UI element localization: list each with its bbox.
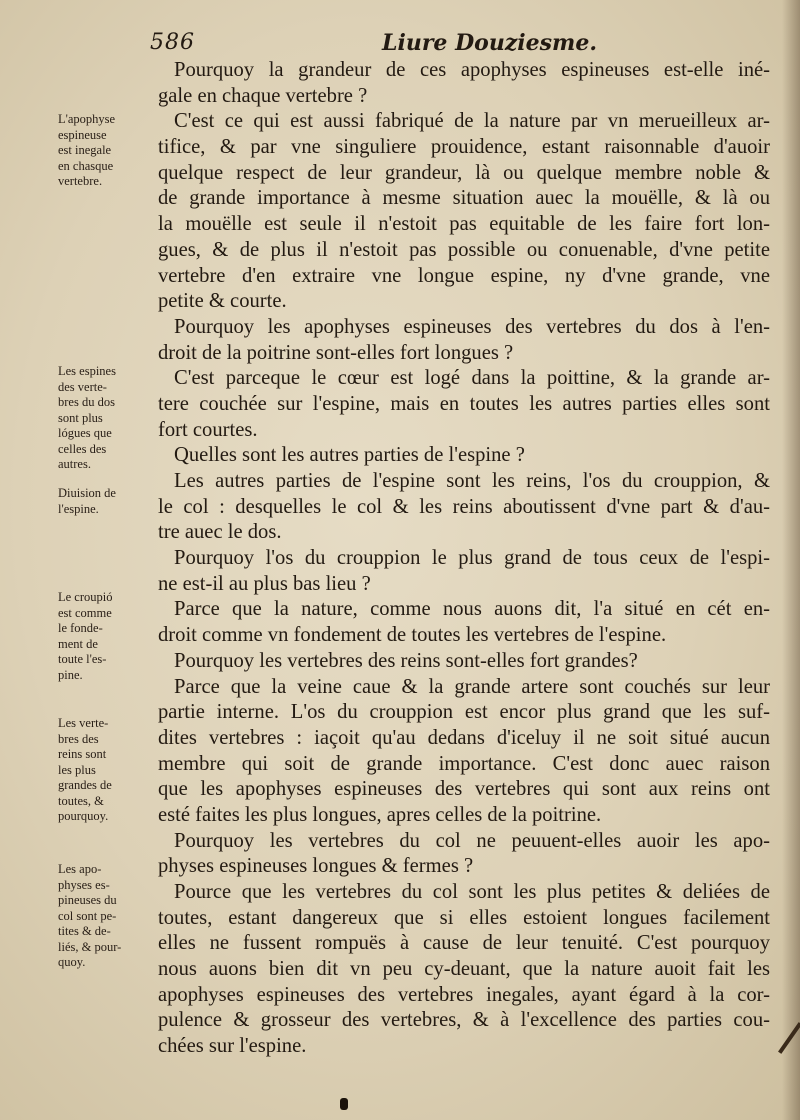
text-line: vertebre d'en extraire vne longue espine, ny d'vne grande, vne xyxy=(158,264,770,287)
margin-note-line: grandes de xyxy=(58,778,112,792)
text-line: Pourquoy les apophyses espineuses des vertebres du dos à l'en- xyxy=(174,315,770,338)
margin-note-line: L'apophyse xyxy=(58,112,116,126)
text-line: nous auons bien dit vn peu cy-deuant, que la nature auoit fait les xyxy=(158,958,770,981)
margin-note-line: en chasque xyxy=(58,158,114,173)
text-line: tere couchée sur l'espine, mais en toutes les autres parties elles sont xyxy=(158,392,770,415)
text-line: droit de la poitrine sont-elles fort longues ? xyxy=(158,341,514,364)
text-line: Pourquoy la grandeur de ces apophyses espineuses est-elle iné- xyxy=(174,59,770,81)
margin-note-line: Les verte- xyxy=(58,716,109,730)
text-line: quelque respect de leur grandeur, là ou quelque membre noble & xyxy=(158,161,770,184)
text-line: que les apophyses espineuses des vertebres qui sont aux reins ont xyxy=(158,778,770,801)
text-line: esté faites les plus longues, apres celles de la poitrine. xyxy=(158,803,602,826)
text-line: partie interne. L'os du crouppion est encor plus grand que les suf- xyxy=(158,701,770,724)
text-line: fort courtes. xyxy=(158,418,258,441)
margin-note-diuision xyxy=(58,486,152,517)
margin-note-line: pineuses du xyxy=(58,893,117,907)
margin-note-line: pine. xyxy=(58,667,83,682)
text-line: Parce que la veine caue & la grande artere sont couchés sur leur xyxy=(174,675,770,698)
text-line: le col : desquelles le col & les reins aboutissent d'vne part & d'au- xyxy=(158,495,770,518)
margin-note-line: est comme xyxy=(58,605,112,620)
margin-note-line: l'espine. xyxy=(58,501,99,516)
margin-note-line: Le croupió xyxy=(58,590,113,604)
main-text-column xyxy=(158,58,770,1060)
margin-note-line: Diuision de xyxy=(58,486,116,500)
margin-note-line: liés, & pour- xyxy=(58,939,122,954)
text-line: dites vertebres : iaçoit qu'au dedans d'iceluy il ne soit situé aucun xyxy=(158,726,770,749)
margin-note-line: des verte- xyxy=(58,379,107,394)
margin-note-line: lógues que xyxy=(58,426,112,440)
margin-note-line: quoy. xyxy=(58,955,86,969)
margin-note-line: reins sont xyxy=(58,747,107,761)
text-line: Pourquoy les vertebres du col ne peuuent-elles auoir les apo- xyxy=(174,829,770,852)
margin-note-line: est inegale xyxy=(58,143,112,157)
ink-blot xyxy=(340,1098,348,1110)
text-line: ne est-il au plus bas lieu ? xyxy=(158,572,371,595)
text-line: petite & courte. xyxy=(158,290,287,313)
text-line: physes espineuses longues & fermes ? xyxy=(158,855,474,878)
text-line: tre auec le dos. xyxy=(158,521,282,544)
margin-note-line: espineuse xyxy=(58,127,107,142)
text-line: Pourquoy les vertebres des reins sont-elles fort grandes? xyxy=(174,649,638,672)
margin-note-line: pourquoy. xyxy=(58,809,109,823)
margin-note-line: le fonde- xyxy=(58,621,103,635)
text-line: Parce que la nature, comme nous auons dit, l'a situé en cét en- xyxy=(174,598,770,621)
margin-note-line: col sont pe- xyxy=(58,908,117,923)
margin-note-line: vertebre. xyxy=(58,174,103,188)
margin-note-line: ment de xyxy=(58,636,98,651)
margin-note-espines-dos xyxy=(58,364,152,473)
margin-note-line: autres. xyxy=(58,457,91,471)
text-line: chées sur l'espine. xyxy=(158,1035,307,1058)
margin-note-line: toutes, & xyxy=(58,793,104,808)
margin-note-line: les plus xyxy=(58,762,96,777)
text-line: tifice, & par vne singuliere prouidence, estant raisonnable d'auoir xyxy=(158,136,770,159)
text-line: de grande importance à mesme situation auec la mouëlle, & là ou xyxy=(158,187,770,210)
text-line: C'est parceque le cœur est logé dans la poittine, & la grande ar- xyxy=(174,367,770,390)
text-line: droit comme vn fondement de toutes les vertebres de l'espine. xyxy=(158,624,667,647)
text-line: gues, & de plus il n'estoit pas possible ou conuenable, d'vne petite xyxy=(158,238,770,261)
text-line: toutes, estant dangereux que si elles estoient longues facilement xyxy=(158,906,770,929)
margin-note-crouppion xyxy=(58,590,152,683)
text-line: Les autres parties de l'espine sont les reins, l'os du crouppion, & xyxy=(174,470,770,492)
running-title: Liure Douziesme. xyxy=(382,30,597,56)
text-line: membre qui soit de grande importance. C'est donc auec raison xyxy=(158,752,770,775)
page-number: 586 xyxy=(150,30,195,55)
margin-note-col xyxy=(58,862,152,971)
text-line: gale en chaque vertebre ? xyxy=(158,84,368,107)
margin-note-line: celles des xyxy=(58,441,107,456)
text-line: elles ne fussent rompuës à cause de leur tenuité. C'est pourquoy xyxy=(158,932,770,955)
margin-note-line: bres des xyxy=(58,731,99,746)
margin-note-line: sont plus xyxy=(58,410,103,425)
text-line: Quelles sont les autres parties de l'espine ? xyxy=(174,444,525,467)
margin-note-apophyse xyxy=(58,112,152,190)
margin-note-line: physes es- xyxy=(58,877,110,892)
margin-note-reins xyxy=(58,716,152,825)
margin-note-line: bres du dos xyxy=(58,395,115,409)
text-line: Pource que les vertebres du col sont les plus petites & deliées de xyxy=(174,881,770,903)
text-line: Pourquoy l'os du crouppion le plus grand de tous ceux de l'espi- xyxy=(174,547,770,570)
margin-note-line: tites & de- xyxy=(58,924,111,938)
text-line: pulence & grosseur des vertebres, & à l'excellence des parties cou- xyxy=(158,1009,770,1032)
text-line: la mouëlle est seule il n'estoit pas equitable de les faire fort lon- xyxy=(158,213,770,236)
margin-note-line: Les apo- xyxy=(58,862,102,876)
page-edge-shadow xyxy=(782,0,800,1120)
text-line: apophyses espineuses des vertebres inegales, ayant égard à la cor- xyxy=(158,983,770,1006)
margin-note-line: Les espines xyxy=(58,364,116,378)
margin-note-line: toute l'es- xyxy=(58,652,107,666)
text-line: C'est ce qui est aussi fabriqué de la nature par vn merueilleux ar- xyxy=(174,110,770,133)
